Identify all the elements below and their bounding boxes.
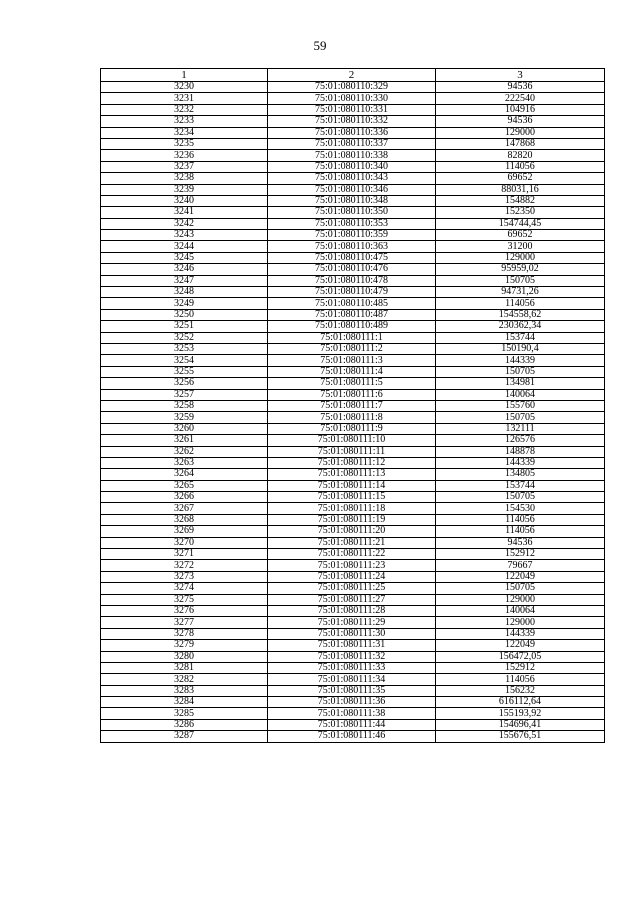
cadastral-number-cell: 75:01:080110:353 bbox=[268, 218, 436, 229]
row-number-cell: 3285 bbox=[101, 708, 268, 719]
value-cell: 79667 bbox=[436, 560, 605, 571]
cadastral-number-cell: 75:01:080111:14 bbox=[268, 480, 436, 491]
table-row bbox=[101, 173, 605, 184]
row-number-cell: 3264 bbox=[101, 469, 268, 480]
cadastral-number-cell: 75:01:080111:28 bbox=[268, 605, 436, 616]
cadastral-number-cell: 75:01:080110:346 bbox=[268, 184, 436, 195]
value-cell: 114056 bbox=[436, 161, 605, 172]
table-row bbox=[101, 719, 605, 730]
cadastral-number-cell: 75:01:080111:20 bbox=[268, 526, 436, 537]
value-cell: 154530 bbox=[436, 503, 605, 514]
cadastral-number-cell: 75:01:080110:479 bbox=[268, 287, 436, 298]
value-cell: 129000 bbox=[436, 594, 605, 605]
row-number-cell: 3270 bbox=[101, 537, 268, 548]
table-row bbox=[101, 116, 605, 127]
value-cell: 95959,02 bbox=[436, 264, 605, 275]
value-cell: 616112,64 bbox=[436, 697, 605, 708]
value-cell: 132111 bbox=[436, 423, 605, 434]
row-number-cell: 3253 bbox=[101, 343, 268, 354]
row-number-cell: 3233 bbox=[101, 116, 268, 127]
value-cell: 144339 bbox=[436, 355, 605, 366]
table-row bbox=[101, 82, 605, 93]
cadastral-number-cell: 75:01:080111:9 bbox=[268, 423, 436, 434]
table-row bbox=[101, 366, 605, 377]
cadastral-number-cell: 75:01:080111:2 bbox=[268, 343, 436, 354]
cadastral-number-cell: 75:01:080111:22 bbox=[268, 549, 436, 560]
value-cell: 156472,05 bbox=[436, 651, 605, 662]
column-header-3: 3 bbox=[436, 69, 605, 82]
cadastral-number-cell: 75:01:080111:23 bbox=[268, 560, 436, 571]
row-number-cell: 3269 bbox=[101, 526, 268, 537]
cadastral-number-cell: 75:01:080110:359 bbox=[268, 230, 436, 241]
row-number-cell: 3240 bbox=[101, 195, 268, 206]
table-header-row bbox=[101, 69, 605, 82]
row-number-cell: 3267 bbox=[101, 503, 268, 514]
row-number-cell: 3275 bbox=[101, 594, 268, 605]
column-header-1: 1 bbox=[101, 69, 268, 82]
table-row bbox=[101, 389, 605, 400]
table-row bbox=[101, 617, 605, 628]
row-number-cell: 3283 bbox=[101, 685, 268, 696]
row-number-cell: 3243 bbox=[101, 230, 268, 241]
row-number-cell: 3287 bbox=[101, 731, 268, 742]
row-number-cell: 3245 bbox=[101, 252, 268, 263]
value-cell: 94731,26 bbox=[436, 287, 605, 298]
value-cell: 126576 bbox=[436, 435, 605, 446]
row-number-cell: 3276 bbox=[101, 605, 268, 616]
table-row bbox=[101, 127, 605, 138]
row-number-cell: 3237 bbox=[101, 161, 268, 172]
value-cell: 150705 bbox=[436, 366, 605, 377]
row-number-cell: 3244 bbox=[101, 241, 268, 252]
value-cell: 140064 bbox=[436, 389, 605, 400]
table-row bbox=[101, 526, 605, 537]
value-cell: 155760 bbox=[436, 400, 605, 411]
cadastral-number-cell: 75:01:080110:336 bbox=[268, 127, 436, 138]
cadastral-number-cell: 75:01:080111:1 bbox=[268, 332, 436, 343]
cadastral-number-cell: 75:01:080111:15 bbox=[268, 492, 436, 503]
row-number-cell: 3279 bbox=[101, 640, 268, 651]
cadastral-number-cell: 75:01:080111:3 bbox=[268, 355, 436, 366]
table-row bbox=[101, 343, 605, 354]
row-number-cell: 3271 bbox=[101, 549, 268, 560]
value-cell: 154558,62 bbox=[436, 309, 605, 320]
table-row bbox=[101, 492, 605, 503]
table-row bbox=[101, 537, 605, 548]
cadastral-number-cell: 75:01:080110:348 bbox=[268, 195, 436, 206]
table-row bbox=[101, 605, 605, 616]
row-number-cell: 3272 bbox=[101, 560, 268, 571]
row-number-cell: 3238 bbox=[101, 173, 268, 184]
table-row bbox=[101, 412, 605, 423]
value-cell: 156232 bbox=[436, 685, 605, 696]
cadastral-number-cell: 75:01:080111:13 bbox=[268, 469, 436, 480]
cadastral-number-cell: 75:01:080111:46 bbox=[268, 731, 436, 742]
row-number-cell: 3247 bbox=[101, 275, 268, 286]
value-cell: 154696,41 bbox=[436, 719, 605, 730]
cadastral-number-cell: 75:01:080111:18 bbox=[268, 503, 436, 514]
value-cell: 69652 bbox=[436, 230, 605, 241]
row-number-cell: 3273 bbox=[101, 571, 268, 582]
table-row bbox=[101, 241, 605, 252]
cadastral-number-cell: 75:01:080111:4 bbox=[268, 366, 436, 377]
row-number-cell: 3262 bbox=[101, 446, 268, 457]
cadastral-number-cell: 75:01:080110:343 bbox=[268, 173, 436, 184]
table-row bbox=[101, 321, 605, 332]
value-cell: 153744 bbox=[436, 332, 605, 343]
row-number-cell: 3250 bbox=[101, 309, 268, 320]
table-row bbox=[101, 287, 605, 298]
page-number: 59 bbox=[313, 38, 327, 53]
row-number-cell: 3277 bbox=[101, 617, 268, 628]
cadastral-number-cell: 75:01:080110:332 bbox=[268, 116, 436, 127]
value-cell: 114056 bbox=[436, 514, 605, 525]
table-row bbox=[101, 674, 605, 685]
cadastral-number-cell: 75:01:080111:5 bbox=[268, 378, 436, 389]
row-number-cell: 3232 bbox=[101, 104, 268, 115]
table-body bbox=[101, 82, 605, 743]
table-row bbox=[101, 218, 605, 229]
value-cell: 155676,51 bbox=[436, 731, 605, 742]
cadastral-number-cell: 75:01:080111:7 bbox=[268, 400, 436, 411]
row-number-cell: 3255 bbox=[101, 366, 268, 377]
cadastral-number-cell: 75:01:080110:350 bbox=[268, 207, 436, 218]
value-cell: 114056 bbox=[436, 674, 605, 685]
table-row bbox=[101, 400, 605, 411]
table-row bbox=[101, 138, 605, 149]
table-row bbox=[101, 503, 605, 514]
cadastral-number-cell: 75:01:080111:32 bbox=[268, 651, 436, 662]
value-cell: 134981 bbox=[436, 378, 605, 389]
data-table bbox=[100, 68, 605, 743]
table-row bbox=[101, 161, 605, 172]
row-number-cell: 3236 bbox=[101, 150, 268, 161]
value-cell: 129000 bbox=[436, 127, 605, 138]
row-number-cell: 3259 bbox=[101, 412, 268, 423]
cadastral-number-cell: 75:01:080111:27 bbox=[268, 594, 436, 605]
cadastral-number-cell: 75:01:080111:35 bbox=[268, 685, 436, 696]
row-number-cell: 3268 bbox=[101, 514, 268, 525]
table-row bbox=[101, 651, 605, 662]
value-cell: 150705 bbox=[436, 275, 605, 286]
cadastral-number-cell: 75:01:080111:25 bbox=[268, 583, 436, 594]
value-cell: 150705 bbox=[436, 412, 605, 423]
row-number-cell: 3282 bbox=[101, 674, 268, 685]
column-header-2: 2 bbox=[268, 69, 436, 82]
row-number-cell: 3256 bbox=[101, 378, 268, 389]
value-cell: 153744 bbox=[436, 480, 605, 491]
row-number-cell: 3274 bbox=[101, 583, 268, 594]
cadastral-number-cell: 75:01:080111:30 bbox=[268, 628, 436, 639]
value-cell: 82820 bbox=[436, 150, 605, 161]
cadastral-number-cell: 75:01:080111:8 bbox=[268, 412, 436, 423]
value-cell: 104916 bbox=[436, 104, 605, 115]
value-cell: 150705 bbox=[436, 583, 605, 594]
cadastral-number-cell: 75:01:080111:19 bbox=[268, 514, 436, 525]
value-cell: 154882 bbox=[436, 195, 605, 206]
cadastral-number-cell: 75:01:080111:24 bbox=[268, 571, 436, 582]
row-number-cell: 3280 bbox=[101, 651, 268, 662]
value-cell: 134805 bbox=[436, 469, 605, 480]
table-row bbox=[101, 252, 605, 263]
row-number-cell: 3246 bbox=[101, 264, 268, 275]
value-cell: 148878 bbox=[436, 446, 605, 457]
row-number-cell: 3278 bbox=[101, 628, 268, 639]
cadastral-number-cell: 75:01:080110:337 bbox=[268, 138, 436, 149]
value-cell: 147868 bbox=[436, 138, 605, 149]
cadastral-number-cell: 75:01:080111:10 bbox=[268, 435, 436, 446]
table-row bbox=[101, 378, 605, 389]
value-cell: 129000 bbox=[436, 252, 605, 263]
cadastral-number-cell: 75:01:080110:331 bbox=[268, 104, 436, 115]
row-number-cell: 3235 bbox=[101, 138, 268, 149]
table-row bbox=[101, 549, 605, 560]
value-cell: 122049 bbox=[436, 571, 605, 582]
table-row bbox=[101, 184, 605, 195]
table-row bbox=[101, 662, 605, 673]
cadastral-number-cell: 75:01:080111:11 bbox=[268, 446, 436, 457]
row-number-cell: 3265 bbox=[101, 480, 268, 491]
table-row bbox=[101, 708, 605, 719]
cadastral-number-cell: 75:01:080110:485 bbox=[268, 298, 436, 309]
cadastral-number-cell: 75:01:080111:6 bbox=[268, 389, 436, 400]
row-number-cell: 3231 bbox=[101, 93, 268, 104]
row-number-cell: 3260 bbox=[101, 423, 268, 434]
cadastral-number-cell: 75:01:080110:330 bbox=[268, 93, 436, 104]
value-cell: 150190,4 bbox=[436, 343, 605, 354]
row-number-cell: 3242 bbox=[101, 218, 268, 229]
row-number-cell: 3251 bbox=[101, 321, 268, 332]
value-cell: 230362,34 bbox=[436, 321, 605, 332]
cadastral-number-cell: 75:01:080111:36 bbox=[268, 697, 436, 708]
value-cell: 144339 bbox=[436, 457, 605, 468]
value-cell: 122049 bbox=[436, 640, 605, 651]
table-row bbox=[101, 332, 605, 343]
cadastral-number-cell: 75:01:080110:487 bbox=[268, 309, 436, 320]
table-row bbox=[101, 583, 605, 594]
table-row bbox=[101, 560, 605, 571]
value-cell: 94536 bbox=[436, 82, 605, 93]
row-number-cell: 3249 bbox=[101, 298, 268, 309]
row-number-cell: 3239 bbox=[101, 184, 268, 195]
table-row bbox=[101, 514, 605, 525]
cadastral-number-cell: 75:01:080110:476 bbox=[268, 264, 436, 275]
cadastral-number-cell: 75:01:080111:12 bbox=[268, 457, 436, 468]
value-cell: 88031,16 bbox=[436, 184, 605, 195]
value-cell: 154744,45 bbox=[436, 218, 605, 229]
cadastral-number-cell: 75:01:080110:475 bbox=[268, 252, 436, 263]
table-row bbox=[101, 355, 605, 366]
value-cell: 129000 bbox=[436, 617, 605, 628]
table-row bbox=[101, 435, 605, 446]
table-row bbox=[101, 731, 605, 742]
table-row bbox=[101, 150, 605, 161]
value-cell: 69652 bbox=[436, 173, 605, 184]
table-row bbox=[101, 423, 605, 434]
row-number-cell: 3257 bbox=[101, 389, 268, 400]
row-number-cell: 3286 bbox=[101, 719, 268, 730]
row-number-cell: 3263 bbox=[101, 457, 268, 468]
row-number-cell: 3281 bbox=[101, 662, 268, 673]
value-cell: 140064 bbox=[436, 605, 605, 616]
cadastral-number-cell: 75:01:080111:21 bbox=[268, 537, 436, 548]
table-row bbox=[101, 594, 605, 605]
value-cell: 150705 bbox=[436, 492, 605, 503]
value-cell: 222540 bbox=[436, 93, 605, 104]
cadastral-number-cell: 75:01:080110:338 bbox=[268, 150, 436, 161]
table-row bbox=[101, 93, 605, 104]
cadastral-number-cell: 75:01:080111:44 bbox=[268, 719, 436, 730]
cadastral-number-cell: 75:01:080111:34 bbox=[268, 674, 436, 685]
table-row bbox=[101, 446, 605, 457]
row-number-cell: 3234 bbox=[101, 127, 268, 138]
cadastral-number-cell: 75:01:080110:340 bbox=[268, 161, 436, 172]
value-cell: 152912 bbox=[436, 549, 605, 560]
row-number-cell: 3252 bbox=[101, 332, 268, 343]
row-number-cell: 3230 bbox=[101, 82, 268, 93]
cadastral-number-cell: 75:01:080111:33 bbox=[268, 662, 436, 673]
cadastral-number-cell: 75:01:080110:329 bbox=[268, 82, 436, 93]
value-cell: 152350 bbox=[436, 207, 605, 218]
table-row bbox=[101, 640, 605, 651]
table-row bbox=[101, 309, 605, 320]
table-row bbox=[101, 697, 605, 708]
table-row bbox=[101, 480, 605, 491]
row-number-cell: 3248 bbox=[101, 287, 268, 298]
cadastral-number-cell: 75:01:080111:31 bbox=[268, 640, 436, 651]
cadastral-number-cell: 75:01:080111:29 bbox=[268, 617, 436, 628]
table-row bbox=[101, 298, 605, 309]
row-number-cell: 3254 bbox=[101, 355, 268, 366]
row-number-cell: 3266 bbox=[101, 492, 268, 503]
row-number-cell: 3261 bbox=[101, 435, 268, 446]
value-cell: 144339 bbox=[436, 628, 605, 639]
cadastral-number-cell: 75:01:080110:478 bbox=[268, 275, 436, 286]
value-cell: 94536 bbox=[436, 116, 605, 127]
table-row bbox=[101, 571, 605, 582]
cadastral-number-cell: 75:01:080110:363 bbox=[268, 241, 436, 252]
value-cell: 155193,92 bbox=[436, 708, 605, 719]
value-cell: 94536 bbox=[436, 537, 605, 548]
table-row bbox=[101, 628, 605, 639]
table-row bbox=[101, 195, 605, 206]
value-cell: 31200 bbox=[436, 241, 605, 252]
cadastral-number-cell: 75:01:080110:489 bbox=[268, 321, 436, 332]
value-cell: 114056 bbox=[436, 526, 605, 537]
row-number-cell: 3241 bbox=[101, 207, 268, 218]
value-cell: 152912 bbox=[436, 662, 605, 673]
table-row bbox=[101, 207, 605, 218]
table-row bbox=[101, 104, 605, 115]
row-number-cell: 3258 bbox=[101, 400, 268, 411]
row-number-cell: 3284 bbox=[101, 697, 268, 708]
table-row bbox=[101, 230, 605, 241]
cadastral-number-cell: 75:01:080111:38 bbox=[268, 708, 436, 719]
table-row bbox=[101, 264, 605, 275]
table-row bbox=[101, 469, 605, 480]
table-row bbox=[101, 457, 605, 468]
value-cell: 114056 bbox=[436, 298, 605, 309]
table-row bbox=[101, 685, 605, 696]
table-row bbox=[101, 275, 605, 286]
